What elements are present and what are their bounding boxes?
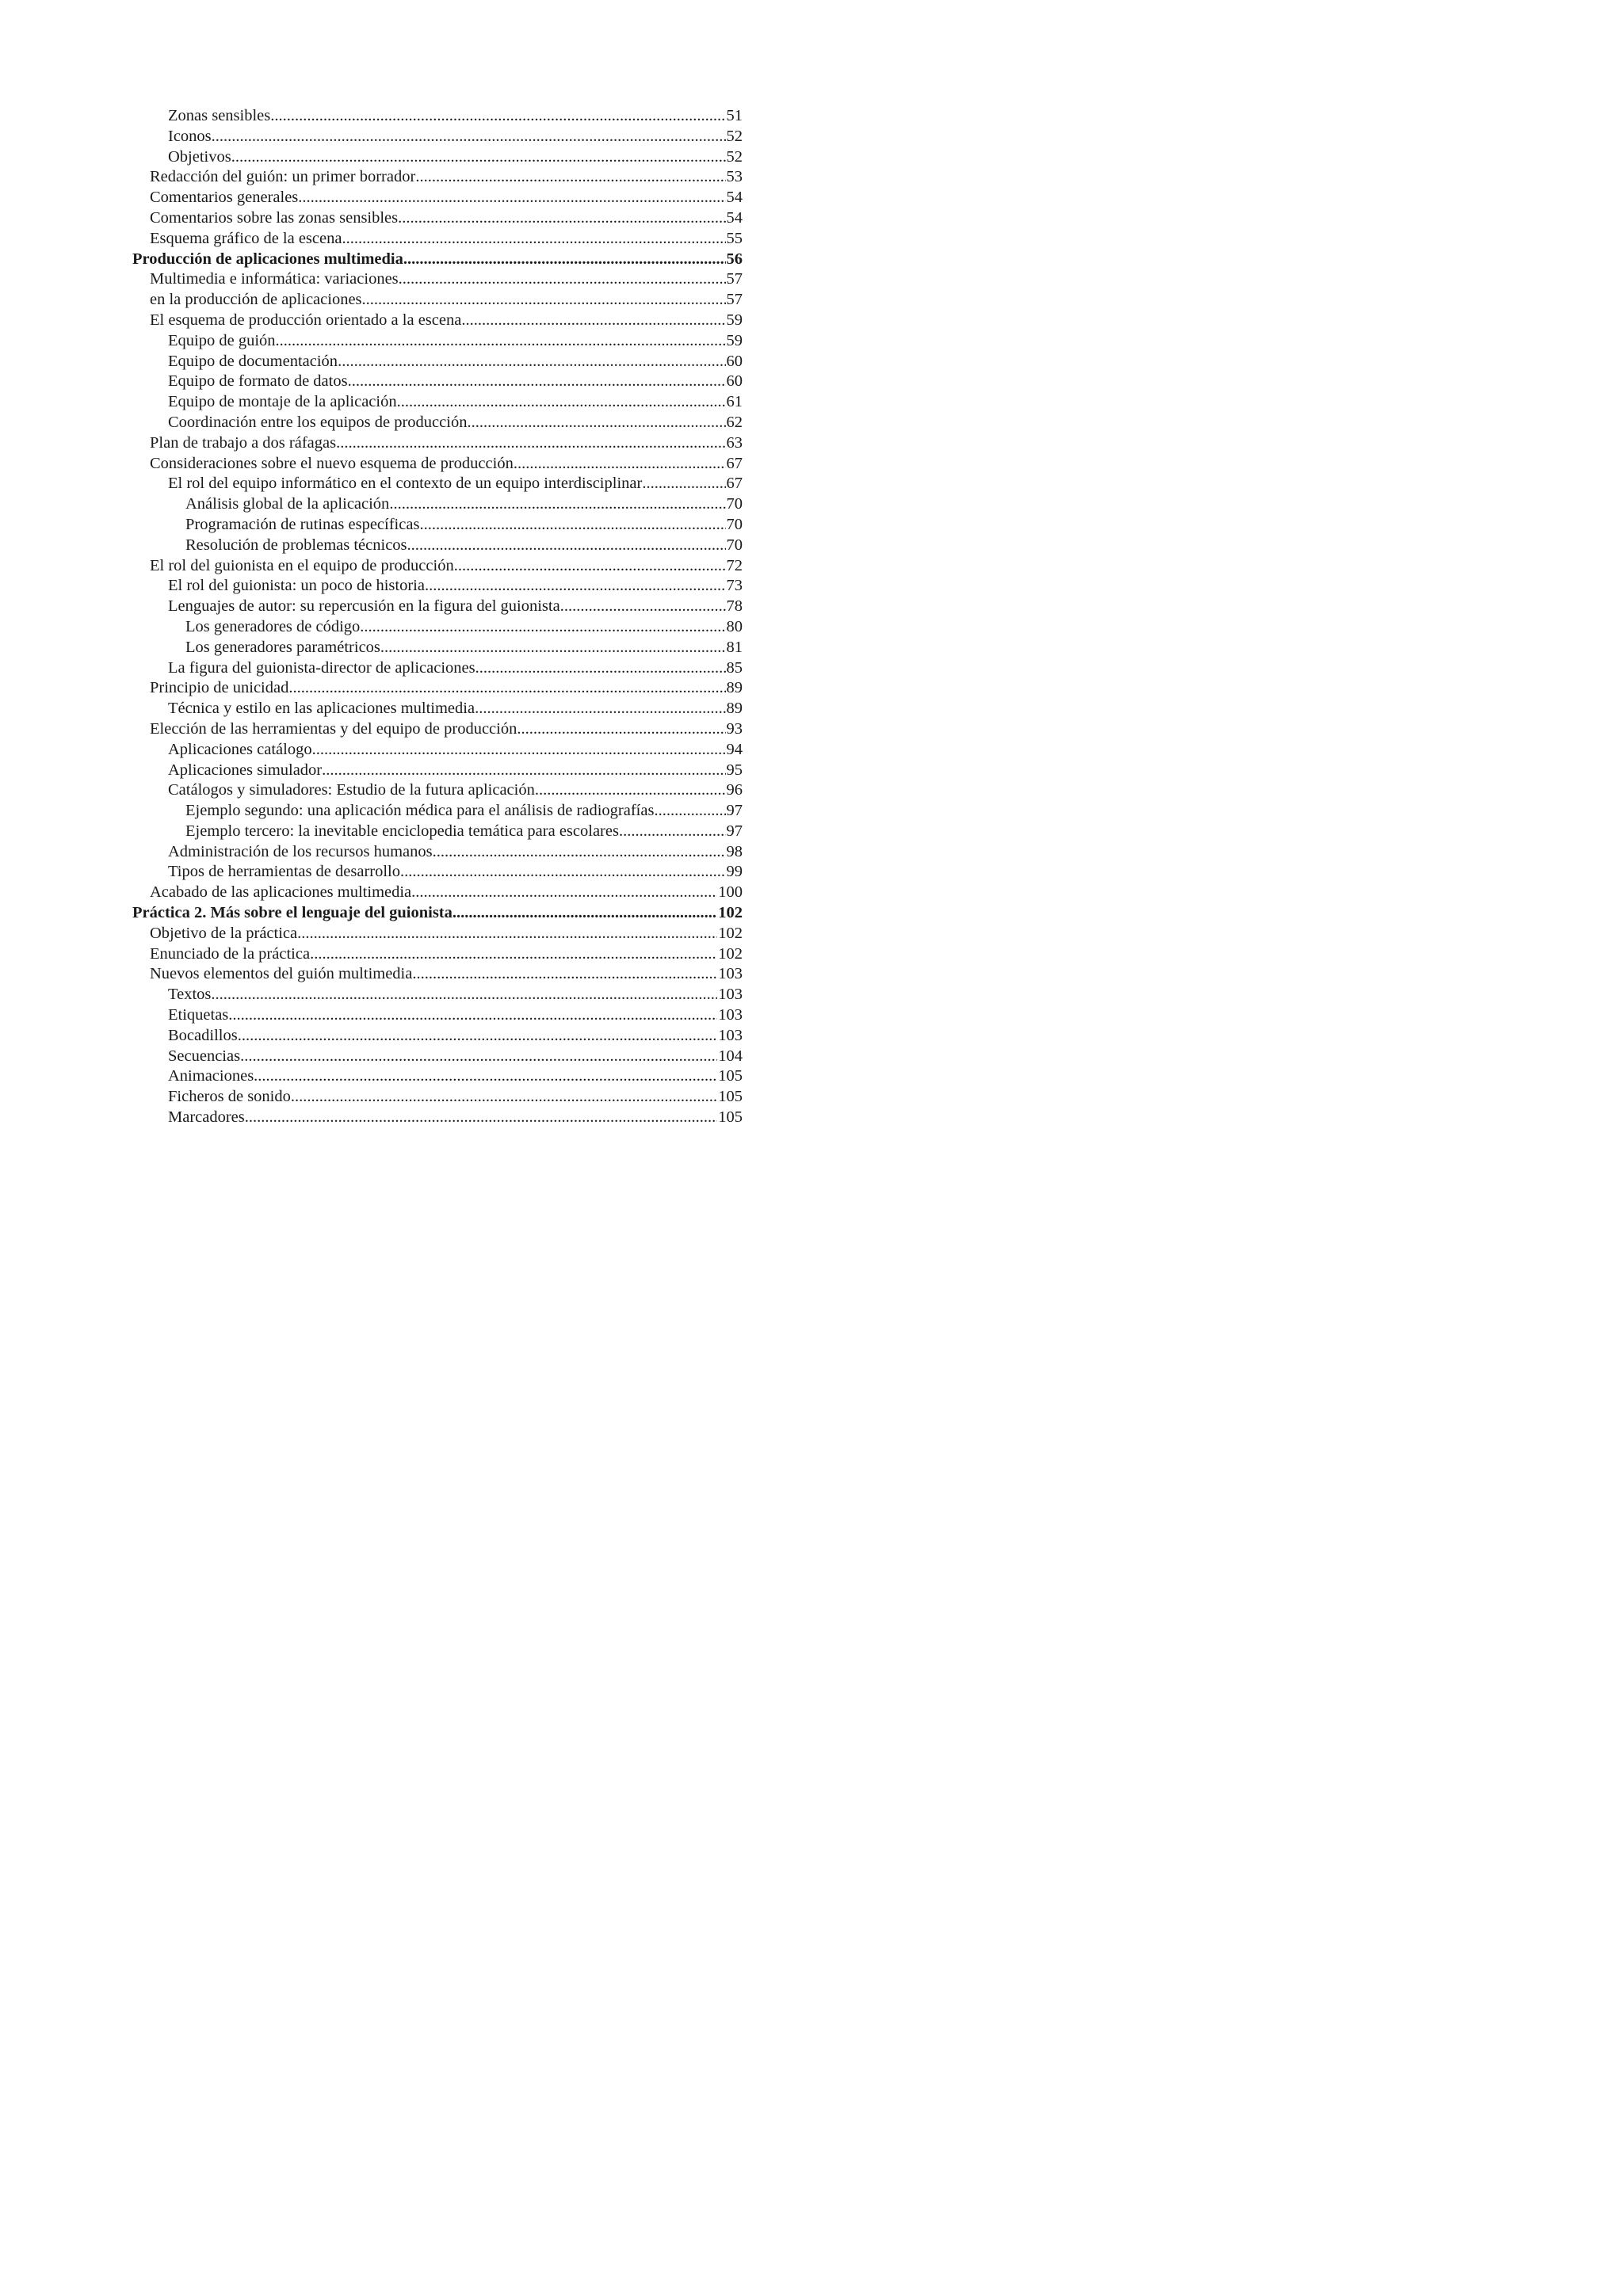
toc-entry [132,1026,743,1047]
toc-entry [132,494,743,515]
toc-entry-page-number: 51 [726,107,743,124]
toc-entry-page-number: 81 [726,638,743,656]
toc-entry-page-number: 97 [726,822,743,840]
dot-leader [642,474,725,494]
toc-entry-title: Principio de unicidad [150,679,289,697]
toc-entry-page-number: 57 [726,291,743,309]
toc-entry-title: Equipo de formato de datos [168,372,348,391]
toc-entry-page-number: 103 [718,965,743,983]
toc-entry-page-number: 104 [718,1047,743,1065]
toc-entry-title: Iconos [168,127,212,145]
toc-entry-title: Objetivos [168,147,231,166]
toc-entry-title: Aplicaciones catálogo [168,740,312,758]
toc-entry [132,1108,743,1128]
dot-leader [411,883,717,903]
toc-entry-title: Etiquetas [168,1006,229,1024]
toc-entry-page-number: 89 [726,679,743,697]
toc-entry [132,944,743,965]
dot-leader [535,780,726,801]
dot-leader [407,536,726,556]
dot-leader [291,1087,717,1108]
toc-entry-page-number: 105 [718,1067,743,1085]
toc-entry-title: Técnica y estilo en las aplicaciones multimedia [168,700,475,718]
toc-entry-title: Ficheros de sonido [168,1088,291,1106]
toc-entry [132,761,743,781]
toc-entry-title: Secuencias [168,1047,241,1065]
toc-entry-title: Nuevos elementos del guión multimedia [150,965,413,983]
toc-entry [132,474,743,494]
toc-entry [132,352,743,372]
dot-leader [425,576,726,597]
toc-entry [132,678,743,699]
toc-entry [132,964,743,985]
dot-leader [254,1066,717,1087]
toc-entry-title: Plan de trabajo a dos ráfagas [150,433,337,452]
dot-leader [398,208,725,229]
toc-entry-title: La figura del guionista-director de aplicaciones [168,658,475,677]
toc-entry-title: Comentarios generales [150,189,299,207]
dot-leader [240,1047,717,1067]
toc-entry [132,536,743,556]
dot-leader [454,556,726,577]
toc-entry [132,617,743,638]
toc-entry-title: Elección de las herramientas y del equipo de producción [150,719,517,738]
toc-entry-page-number: 53 [726,168,743,186]
toc-entry-page-number: 55 [726,229,743,247]
toc-entry-title: en la producción de aplicaciones [150,291,362,309]
dot-leader [211,985,717,1005]
dot-leader [362,290,726,311]
toc-entry [132,1047,743,1067]
toc-entry-page-number: 60 [726,352,743,370]
dot-leader [397,392,726,413]
toc-entry-title: Bocadillos [168,1026,238,1044]
toc-entry-page-number: 102 [718,944,743,963]
toc-entry-title: Objetivo de la práctica [150,924,298,942]
toc-entry-title: Redacción del guión: un primer borrador [150,168,416,186]
dot-leader [336,433,725,454]
toc-entry [132,801,743,822]
toc-entry-title: Catálogos y simuladores: Estudio de la futura aplicación [168,781,535,799]
toc-entry-title: Equipo de documentación [168,352,338,370]
toc-entry [132,842,743,863]
dot-leader [360,617,725,638]
toc-entry-page-number: 52 [726,147,743,166]
toc-entry-page-number: 57 [726,270,743,288]
toc-entry [132,924,743,944]
dot-leader [475,658,726,679]
toc-entry-page-number: 67 [726,454,743,472]
toc-entry [132,1087,743,1108]
toc-entry-page-number: 63 [726,433,743,452]
toc-entry [132,658,743,679]
toc-entry-page-number: 59 [726,311,743,329]
toc-entry [132,413,743,433]
toc-entry-title: Tipos de herramientas de desarrollo [168,863,401,881]
toc-entry-title: Marcadores [168,1108,245,1127]
toc-entry-page-number: 85 [726,658,743,677]
toc-entry [132,290,743,311]
toc-entry [132,208,743,229]
toc-entry-title: El rol del guionista: un poco de historia [168,577,425,595]
toc-entry [132,883,743,903]
dot-leader [312,740,726,761]
toc-entry-title: Acabado de las aplicaciones multimedia [150,883,412,902]
toc-entry-page-number: 100 [718,883,743,902]
toc-entry-title: Los generadores de código [185,617,361,635]
toc-entry-page-number: 60 [726,372,743,391]
toc-entry [132,188,743,208]
dot-leader [475,699,725,719]
toc-entry-title: Equipo de guión [168,331,276,349]
toc-entry-page-number: 103 [718,1026,743,1044]
dot-leader [245,1108,717,1128]
toc-entry-page-number: 103 [718,1006,743,1024]
toc-entry [132,433,743,454]
dot-leader [342,229,725,250]
toc-entry [132,147,743,168]
toc-entry-page-number: 70 [726,495,743,513]
toc-entry-page-number: 70 [726,536,743,554]
toc-entry-title: El esquema de producción orientado a la escena [150,311,462,329]
toc-entry-page-number: 56 [726,250,743,268]
toc-entry-title: Práctica 2. Más sobre el lenguaje del guionista [132,904,453,922]
dot-leader [231,147,726,168]
toc-entry-page-number: 67 [726,475,743,493]
dot-leader [288,678,725,699]
dot-leader [298,188,725,208]
toc-entry-page-number: 103 [718,986,743,1004]
toc-entry [132,556,743,577]
toc-entry-page-number: 98 [726,842,743,860]
toc-entry-page-number: 70 [726,515,743,533]
toc-entry [132,311,743,331]
toc-entry [132,331,743,352]
dot-leader [403,250,726,270]
toc-entry-title: Zonas sensibles [168,107,271,124]
toc-entry-page-number: 78 [726,597,743,616]
toc-entry [132,250,743,270]
dot-leader [297,924,717,944]
toc-entry [132,740,743,761]
dot-leader [514,454,726,475]
dot-leader [619,822,726,842]
toc-entry-title: Producción de aplicaciones multimedia [132,250,403,268]
dot-leader [654,801,725,822]
dot-leader [380,638,726,658]
toc-entry-page-number: 52 [726,127,743,145]
toc-entry-title: Animaciones [168,1067,254,1085]
toc-entry [132,454,743,475]
toc-entry-page-number: 61 [726,393,743,411]
toc-entry [132,515,743,536]
dot-leader [270,106,725,127]
toc-entry [132,822,743,842]
toc-entry [132,127,743,147]
toc-entry [132,372,743,392]
toc-entry [132,106,743,127]
toc-entry-title: Resolución de problemas técnicos [185,536,407,554]
toc-entry [132,392,743,413]
dot-leader [276,331,726,352]
toc-entry-page-number: 62 [726,413,743,431]
toc-entry-page-number: 97 [726,802,743,820]
dot-leader [399,269,726,290]
toc-entry-page-number: 102 [718,924,743,942]
dot-leader [419,515,725,536]
toc-entry-title: Consideraciones sobre el nuevo esquema de producción [150,454,514,472]
dot-leader [564,597,726,617]
toc-entry-page-number: 96 [726,781,743,799]
toc-entry-title: El rol del guionista en el equipo de producción [150,556,454,574]
dot-leader [238,1026,718,1047]
table-of-contents [132,106,743,1128]
toc-entry [132,1005,743,1026]
toc-entry-page-number: 89 [726,700,743,718]
toc-entry-page-number: 72 [726,556,743,574]
dot-leader [338,352,725,372]
toc-entry-title: Aplicaciones simulador [168,761,323,779]
toc-entry-page-number: 102 [718,904,743,922]
toc-entry [132,638,743,658]
toc-entry-title: Ejemplo tercero: la inevitable enciclopedia temática para escolares [185,822,619,840]
dot-leader [412,964,717,985]
dot-leader [415,167,725,188]
dot-leader [348,372,726,392]
toc-entry [132,985,743,1005]
dot-leader [461,311,725,331]
toc-entry-title: Análisis global de la aplicación [185,495,390,513]
toc-entry-title: Esquema gráfico de la escena [150,229,342,247]
toc-entry [132,576,743,597]
dot-leader [467,413,725,433]
toc-entry-title: Lenguajes de autor: su repercusión en la figura del guionista. [168,597,564,616]
toc-entry [132,167,743,188]
toc-entry-page-number: 99 [726,863,743,881]
toc-entry-page-number: 105 [718,1108,743,1127]
toc-entry-title: Programación de rutinas específicas [185,515,420,533]
toc-entry [132,780,743,801]
dot-leader [310,944,717,965]
toc-entry [132,862,743,883]
toc-entry-page-number: 73 [726,577,743,595]
toc-entry-title: Multimedia e informática: variaciones [150,270,399,288]
toc-entry-title: Comentarios sobre las zonas sensibles [150,208,399,227]
toc-entry [132,269,743,290]
toc-entry [132,229,743,250]
toc-entry-title: Textos [168,986,212,1004]
toc-entry-page-number: 54 [726,189,743,207]
dot-leader [389,494,725,515]
toc-entry-page-number: 105 [718,1088,743,1106]
toc-entry-page-number: 93 [726,719,743,738]
toc-entry-page-number: 80 [726,617,743,635]
dot-leader [400,862,725,883]
dot-leader [517,719,725,740]
toc-entry [132,903,743,924]
toc-entry [132,699,743,719]
dot-leader [433,842,726,863]
toc-entry-title: El rol del equipo informático en el contexto de un equipo interdisciplinar [168,475,643,493]
toc-entry-page-number: 94 [726,740,743,758]
dot-leader [212,127,726,147]
toc-entry-page-number: 54 [726,208,743,227]
toc-entry-title: Enunciado de la práctica [150,944,311,963]
toc-entry-title: Los generadores paramétricos [185,638,380,656]
toc-entry [132,1066,743,1087]
toc-entry-title: Ejemplo segundo: una aplicación médica para el análisis de radiografías [185,802,655,820]
toc-entry-title: Equipo de montaje de la aplicación [168,393,397,411]
toc-entry [132,597,743,617]
dot-leader [322,761,725,781]
dot-leader [453,903,717,924]
toc-entry-page-number: 95 [726,761,743,779]
dot-leader [228,1005,717,1026]
toc-entry [132,719,743,740]
toc-entry-title: Coordinación entre los equipos de producción [168,413,468,431]
toc-entry-title: Administración de los recursos humanos [168,842,433,860]
toc-entry-page-number: 59 [726,331,743,349]
